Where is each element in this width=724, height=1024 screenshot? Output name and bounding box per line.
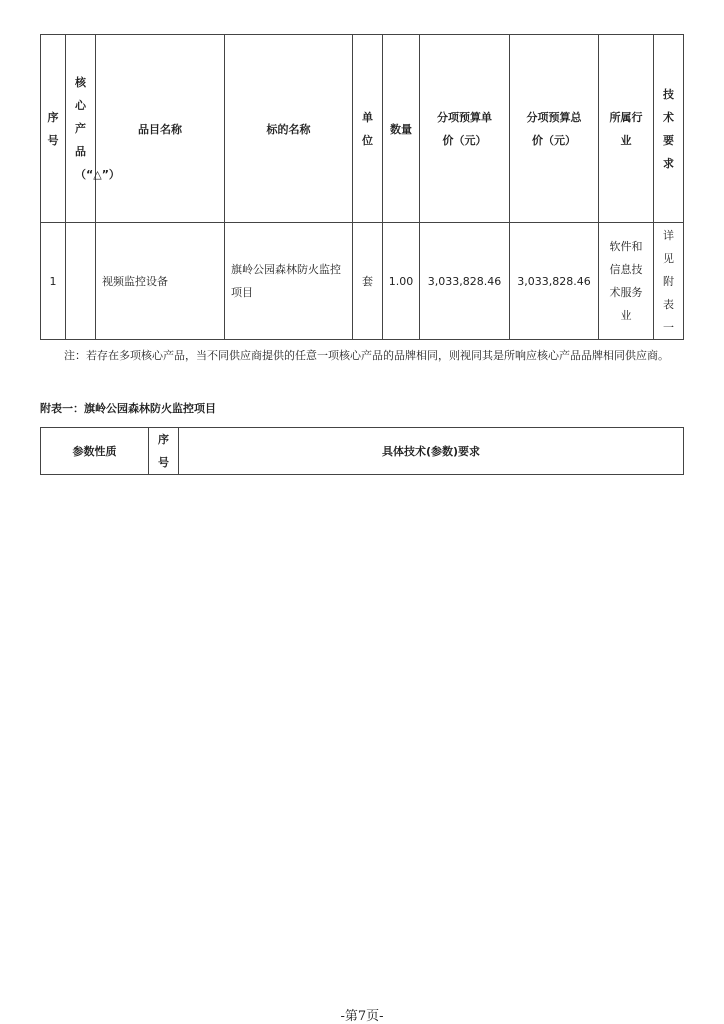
header-tech-req: 技术要求 [654,35,684,223]
header-industry: 所属行业 [599,35,654,223]
header-unit-price: 分项预算单价（元） [420,35,510,223]
cell-total-price: 3,033,828.46 [510,223,599,340]
header-quantity: 数量 [383,35,420,223]
cell-seq: 1 [41,223,66,340]
header-total-price: 分项预算总价（元） [510,35,599,223]
footnote: 注：若存在多项核心产品，当不同供应商提供的任意一项核心产品的品牌相同，则视同其是所响应核心产品品牌相同供应商。 [64,349,669,362]
cell-unit-price: 3,033,828.46 [420,223,510,340]
cell-core-product [66,223,96,340]
cell-unit: 套 [353,223,383,340]
page-number: -第7页- [340,1009,384,1024]
header-item-name: 品目名称 [96,35,225,223]
cell-tech-req: 详见附表一 [654,223,684,340]
cell-quantity: 1.00 [383,223,420,340]
table-row [41,223,684,340]
appendix-header-seq: 序号 [149,428,179,475]
appendix-title: 附表一：旗岭公园森林防火监控项目 [40,402,216,415]
cell-industry: 软件和信息技术服务业 [599,223,654,340]
budget-table [40,34,684,340]
appendix-header-row [41,428,684,475]
appendix-table [40,427,684,475]
cell-item-name: 视频监控设备 [96,223,225,340]
cell-subject-name: 旗岭公园森林防火监控项目 [225,223,353,340]
appendix-header-param-nature: 参数性质 [41,428,149,475]
header-unit: 单位 [353,35,383,223]
header-core-product: 核心产品（“△”） [66,35,96,223]
header-subject-name: 标的名称 [225,35,353,223]
appendix-header-requirement: 具体技术(参数)要求 [179,428,684,475]
table-header-row [41,35,684,223]
header-seq: 序号 [41,35,66,223]
